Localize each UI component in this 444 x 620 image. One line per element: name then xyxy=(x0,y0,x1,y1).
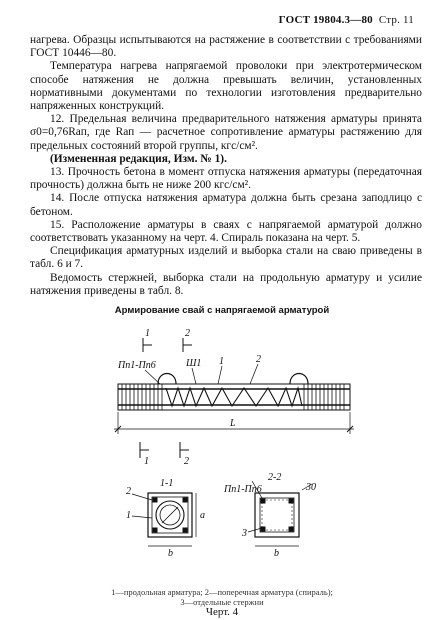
pile-elevation xyxy=(118,384,350,410)
label-pos-1: 1 xyxy=(219,356,224,367)
label-v2-dim-b: b xyxy=(274,548,279,559)
label-length: L xyxy=(230,418,236,429)
paragraph: Ведомость стержней, выборка стали на продольную арматуру и усилие натяжения приведены в табл. 8. xyxy=(30,271,422,297)
label-view-1-1: 1-1 xyxy=(160,478,174,489)
label-v2-pos-3: 3 xyxy=(242,528,247,539)
label-section-2-bottom: 2 xyxy=(184,456,189,467)
cross-section-1-1 xyxy=(132,493,196,546)
label-v2-pp: Пп1-Пп6 xyxy=(224,484,262,495)
page-header xyxy=(279,14,414,26)
spiral xyxy=(166,388,302,406)
reinforcement-drawing xyxy=(0,318,444,586)
paragraph: 12. Предельная величина предварительного натяжения арматуры принята σ0=0,76Rап, где Rап — расчетное сопротивление арматуры растяжению для предельных состояний второй группы, кгс/см². xyxy=(30,113,422,152)
label-v1-dim-a: a xyxy=(200,510,205,521)
figure-number: Черт. 4 xyxy=(205,606,239,618)
amendment-note: (Измененная редакция, Изм. № 1). xyxy=(50,152,227,165)
end-mesh-left xyxy=(122,384,162,410)
label-view-2-2: 2-2 xyxy=(268,472,282,483)
label-pos-2: 2 xyxy=(256,354,261,365)
paragraph: Спецификация арматурных изделий и выборка стали на сваю приведены в табл. 6 и 7. xyxy=(30,245,422,271)
standard-number: ГОСТ 19804.3—80 xyxy=(278,14,373,26)
legend-line: 1—продольная арматура; 2—поперечная арматура (спираль); xyxy=(111,587,333,597)
label-v1-pos-1: 1 xyxy=(126,510,131,521)
end-mesh-right xyxy=(304,384,344,410)
figure-legend xyxy=(0,587,444,607)
lifting-loop-right xyxy=(290,374,308,385)
page-number: Стр. 11 xyxy=(378,14,414,26)
paragraph: 15. Расположение арматуры в сваях с напрягаемой арматурой должно соответствовать указанному на черт. 4. Спираль показана на черт. 5. xyxy=(30,218,422,245)
label-section-1-top: 1 xyxy=(145,328,150,339)
paragraph: 14. После отпуска натяжения арматура должна быть срезана заподлицо с бетоном. xyxy=(30,192,422,218)
section-mark-1-top xyxy=(143,338,192,352)
paragraph: 13. Прочность бетона в момент отпуска натяжения арматуры (передаточная прочность) должна быть не ниже 200 кгс/см². xyxy=(30,166,422,192)
legend-line: 3—отдельные стержни xyxy=(180,597,264,607)
label-v1-dim-b: b xyxy=(168,548,173,559)
lifting-loop-left xyxy=(158,374,176,385)
figure-caption: Армирование свай с напрягаемой арматурой xyxy=(114,305,330,316)
paragraph: нагрева. Образцы испытываются на растяжение в соответствии с требованиями ГОСТ 10446—80. xyxy=(30,34,422,60)
document-body xyxy=(30,34,422,298)
label-w1: Ш1 xyxy=(186,358,202,369)
label-v2-dim-30: 30 xyxy=(306,482,316,493)
paragraph: Температура нагрева напрягаемой проволоки при электротермическом способе натяжения не должна превышать величин, установленных нормативными документами по технологии изготовления предварительно напряженных конструкций. xyxy=(30,60,422,113)
label-section-1-bottom: 1 xyxy=(144,456,149,467)
label-v1-pos-2: 2 xyxy=(126,486,131,497)
label-section-2-top: 2 xyxy=(185,328,190,339)
label-pp: Пп1-Пп6 xyxy=(118,360,156,371)
